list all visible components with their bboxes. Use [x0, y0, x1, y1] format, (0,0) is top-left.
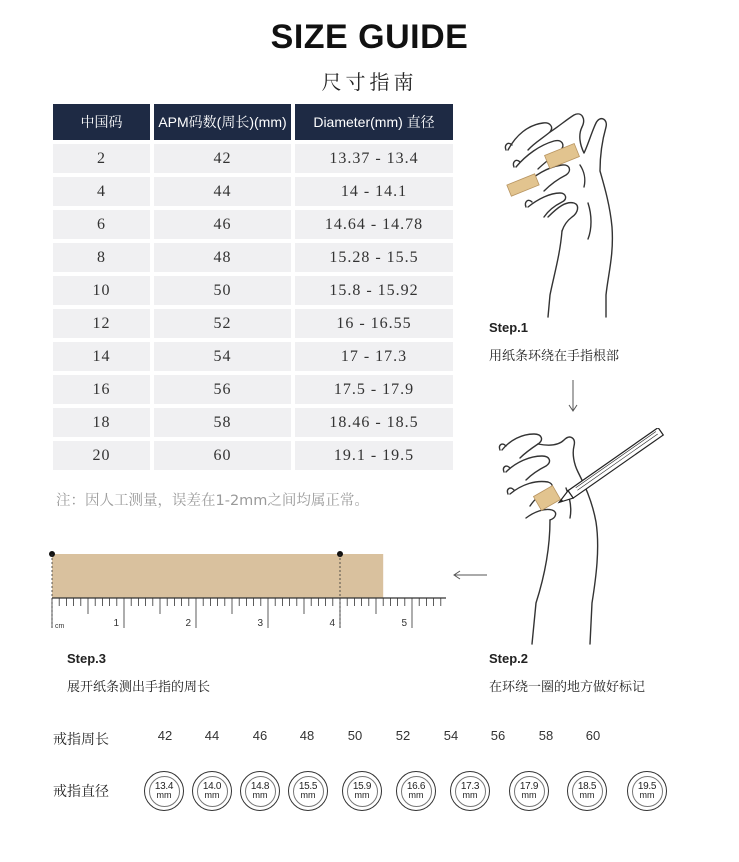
diameter-circle	[144, 771, 184, 811]
diameter-inner-ring	[149, 776, 180, 807]
diameter-circle	[342, 771, 382, 811]
circumference-value: 44	[204, 728, 220, 743]
table-row	[53, 441, 453, 470]
ruler-unit-label: cm	[55, 623, 65, 630]
circumference-row-label: 戒指周长	[53, 732, 109, 748]
cell-diameter: 17.5 - 17.9	[295, 375, 453, 404]
circumference-value: 58	[538, 728, 554, 743]
cell-diameter: 13.37 - 13.4	[295, 144, 453, 173]
ruler-tick-label: 2	[185, 618, 191, 629]
hand-wrap-illustration	[488, 105, 648, 320]
cell-diameter: 15.8 - 15.92	[295, 276, 453, 305]
cell-china-size: 10	[53, 276, 150, 305]
cell-diameter: 14.64 - 14.78	[295, 210, 453, 239]
cell-china-size: 4	[53, 177, 150, 206]
circumference-value: 42	[157, 728, 173, 743]
cell-china-size: 12	[53, 309, 150, 338]
cell-apm-size: 44	[154, 177, 291, 206]
cell-apm-size: 56	[154, 375, 291, 404]
circumference-value: 60	[585, 728, 601, 743]
measurement-note: 注：因人工测量，误差在1-2mm之间均属正常。	[56, 493, 369, 509]
step1-desc: 用纸条环绕在手指根部	[489, 349, 620, 364]
step3-desc: 展开纸条测出手指的周长	[67, 680, 211, 695]
diameter-value: 14.0	[202, 781, 222, 792]
table-row	[53, 375, 453, 404]
table-row	[53, 276, 453, 305]
table-row	[53, 408, 453, 437]
diameter-value: 17.3	[460, 781, 480, 792]
circumference-value: 56	[490, 728, 506, 743]
cell-diameter: 17 - 17.3	[295, 342, 453, 371]
hand-mark-illustration	[492, 428, 667, 648]
cell-apm-size: 54	[154, 342, 291, 371]
diameter-circle	[192, 771, 232, 811]
table-row	[53, 309, 453, 338]
paper-strip	[52, 554, 383, 598]
diameter-value: 16.6	[406, 781, 426, 792]
diameter-inner-ring	[245, 776, 276, 807]
diameter-value: 19.5	[637, 781, 657, 792]
diameter-circle	[396, 771, 436, 811]
circumference-value: 50	[347, 728, 363, 743]
table-row	[53, 144, 453, 173]
diameter-value: 15.5	[298, 781, 318, 792]
step2-title: Step.2	[489, 651, 529, 666]
size-table	[49, 100, 457, 474]
diameter-circle	[509, 771, 549, 811]
step2-desc: 在环绕一圈的地方做好标记	[489, 680, 646, 695]
circumference-value: 52	[395, 728, 411, 743]
circumference-value: 54	[443, 728, 459, 743]
diameter-inner-ring	[572, 776, 603, 807]
diameter-unit: mm	[156, 790, 172, 800]
cell-china-size: 8	[53, 243, 150, 272]
diameter-value: 17.9	[519, 781, 539, 792]
cell-apm-size: 42	[154, 144, 291, 173]
header-china-size: 中国码	[53, 104, 150, 140]
diameter-value: 18.5	[577, 781, 597, 792]
cell-diameter: 19.1 - 19.5	[295, 441, 453, 470]
diameter-inner-ring	[401, 776, 432, 807]
cell-china-size: 16	[53, 375, 150, 404]
table-row	[53, 177, 453, 206]
cell-apm-size: 52	[154, 309, 291, 338]
cell-diameter: 18.46 - 18.5	[295, 408, 453, 437]
diameter-unit: mm	[462, 790, 478, 800]
diameter-unit: mm	[521, 790, 537, 800]
diameter-circle	[288, 771, 328, 811]
cell-diameter: 16 - 16.55	[295, 309, 453, 338]
page-subtitle: 尺寸指南	[321, 70, 418, 94]
diameter-inner-ring	[455, 776, 486, 807]
step3-title: Step.3	[67, 651, 107, 666]
diameter-inner-ring	[632, 776, 663, 807]
ruler-tick-label: 4	[329, 618, 335, 629]
cell-china-size: 18	[53, 408, 150, 437]
ruler-tick-label: 3	[257, 618, 263, 629]
diameter-unit: mm	[579, 790, 595, 800]
cell-apm-size: 50	[154, 276, 291, 305]
diameter-value: 14.8	[250, 781, 270, 792]
page-title: SIZE GUIDE	[270, 18, 469, 56]
ruler	[52, 598, 446, 630]
cell-apm-size: 58	[154, 408, 291, 437]
table-header-row	[53, 104, 453, 140]
diameter-unit: mm	[639, 790, 655, 800]
diameter-circle	[240, 771, 280, 811]
cell-apm-size: 48	[154, 243, 291, 272]
diameter-circle	[627, 771, 667, 811]
ruler-illustration	[46, 548, 448, 634]
ruler-tick-label: 5	[401, 618, 407, 629]
diameter-row-label: 戒指直径	[53, 784, 109, 800]
diameter-value: 13.4	[154, 781, 174, 792]
table-row	[53, 243, 453, 272]
diameter-inner-ring	[293, 776, 324, 807]
step1-title: Step.1	[489, 320, 529, 335]
arrow-left-icon	[451, 569, 489, 581]
diameter-value: 15.9	[352, 781, 372, 792]
diameter-unit: mm	[408, 790, 424, 800]
diameter-inner-ring	[347, 776, 378, 807]
circumference-value: 48	[299, 728, 315, 743]
cell-china-size: 6	[53, 210, 150, 239]
circumference-value: 46	[252, 728, 268, 743]
diameter-unit: mm	[300, 790, 316, 800]
header-diameter: Diameter(mm) 直径	[295, 104, 453, 140]
cell-china-size: 20	[53, 441, 150, 470]
diameter-circle	[450, 771, 490, 811]
ruler-tick-label: 1	[113, 618, 119, 629]
cell-china-size: 14	[53, 342, 150, 371]
cell-diameter: 15.28 - 15.5	[295, 243, 453, 272]
table-row	[53, 210, 453, 239]
cell-apm-size: 60	[154, 441, 291, 470]
diameter-inner-ring	[514, 776, 545, 807]
diameter-circle	[567, 771, 607, 811]
cell-apm-size: 46	[154, 210, 291, 239]
diameter-unit: mm	[204, 790, 220, 800]
header-apm-size: APM码数(周长)(mm)	[154, 104, 291, 140]
table-row	[53, 342, 453, 371]
diameter-inner-ring	[197, 776, 228, 807]
diameter-unit: mm	[252, 790, 268, 800]
diameter-unit: mm	[354, 790, 370, 800]
cell-diameter: 14 - 14.1	[295, 177, 453, 206]
arrow-down-icon	[566, 378, 580, 414]
cell-china-size: 2	[53, 144, 150, 173]
